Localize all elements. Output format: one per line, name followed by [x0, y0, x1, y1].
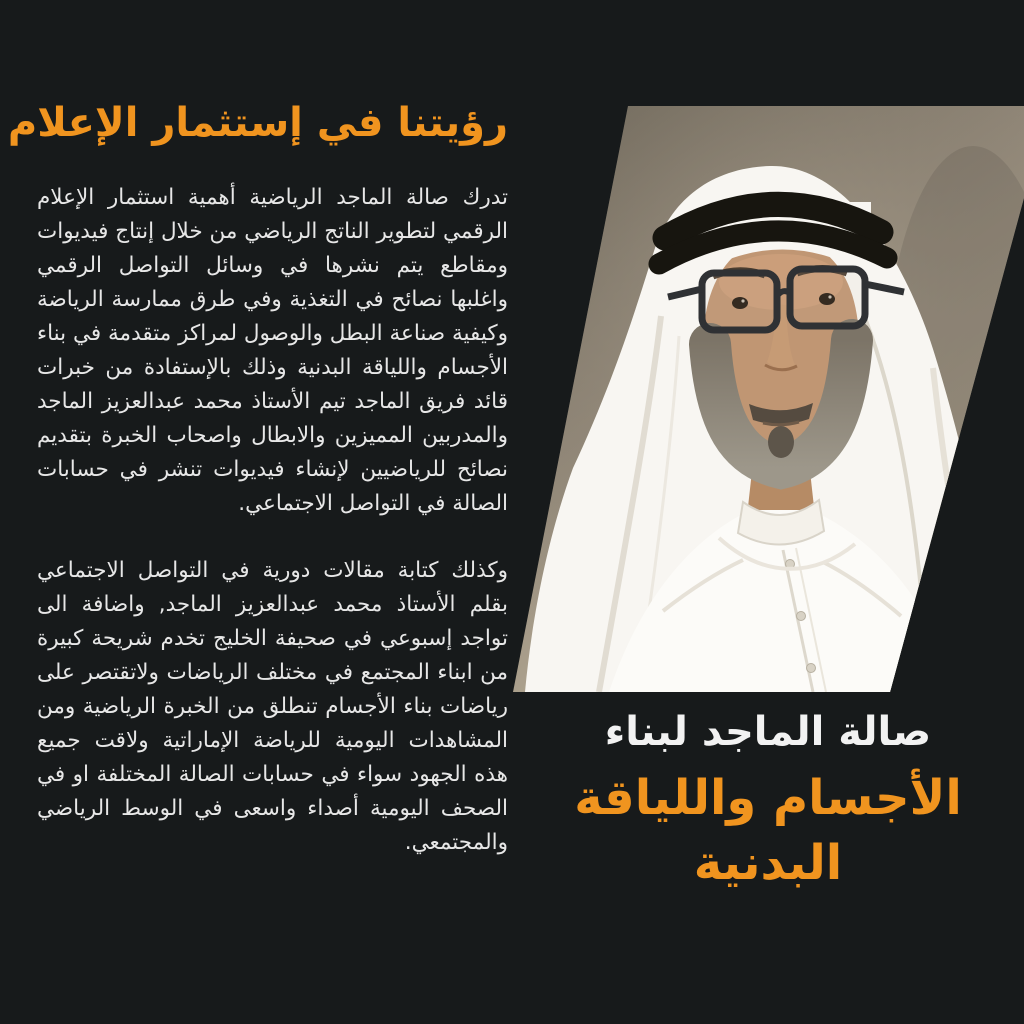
- gym-caption-line1: صالة الماجد لبناء: [604, 709, 932, 755]
- gym-caption-line2: الأجسام واللياقة: [574, 770, 962, 826]
- gym-caption: [528, 706, 1008, 896]
- portrait-illustration: [513, 106, 1024, 692]
- vision-paragraph-1: تدرك صالة الماجد الرياضية أهمية استثمار الإعلام الرقمي لتطوير الناتج الرياضي من خلال إنتاج فيديوات ومقاطع يتم نشرها في وسائل التواصل الرقمي واغلبها نصائح في التغذية وفي طرق ممارسة الرياضة وكيفية صناعة البطل والوصول لمراكز متقدمة في بناء الأجسام واللياقة البدنية وذلك بالإستفادة من خبرات قائد فريق الماجد تيم الأستاذ محمد عبدالعزيز الماجد والمدربين المميزين والابطال واصحاب الخبرة بتقديم نصائح للرياضيين لإنشاء فيديوات تنشر في حسابات الصالة في التواصل الاجتماعي.: [37, 185, 508, 516]
- vision-paragraph-2: وكذلك كتابة مقالات دورية في التواصل الاجتماعي بقلم الأستاذ محمد عبدالعزيز الماجد, واضافة الى تواجد إسبوعي في صحيفة الخليج تخدم شريحة كبيرة من ابناء المجتمع في مختلف الرياضات ولاتقتصر على رياضات بناء الأجسام تنطلق من الخبرة الرياضية ومن المشاهدات اليومية للرياضة الإماراتية ولاقت جميع هذه الجهود سواء في حسابات الصالة المختلفة او في الصحف اليومية أصداء واسعى في الوسط الرياضي والمجتمعي.: [37, 558, 508, 855]
- vision-title: رؤيتنا في إستثمار الإعلام: [7, 100, 508, 146]
- vision-body: [37, 181, 508, 860]
- portrait-photo: [513, 106, 1024, 692]
- gym-caption-line3: البدنية: [693, 834, 843, 891]
